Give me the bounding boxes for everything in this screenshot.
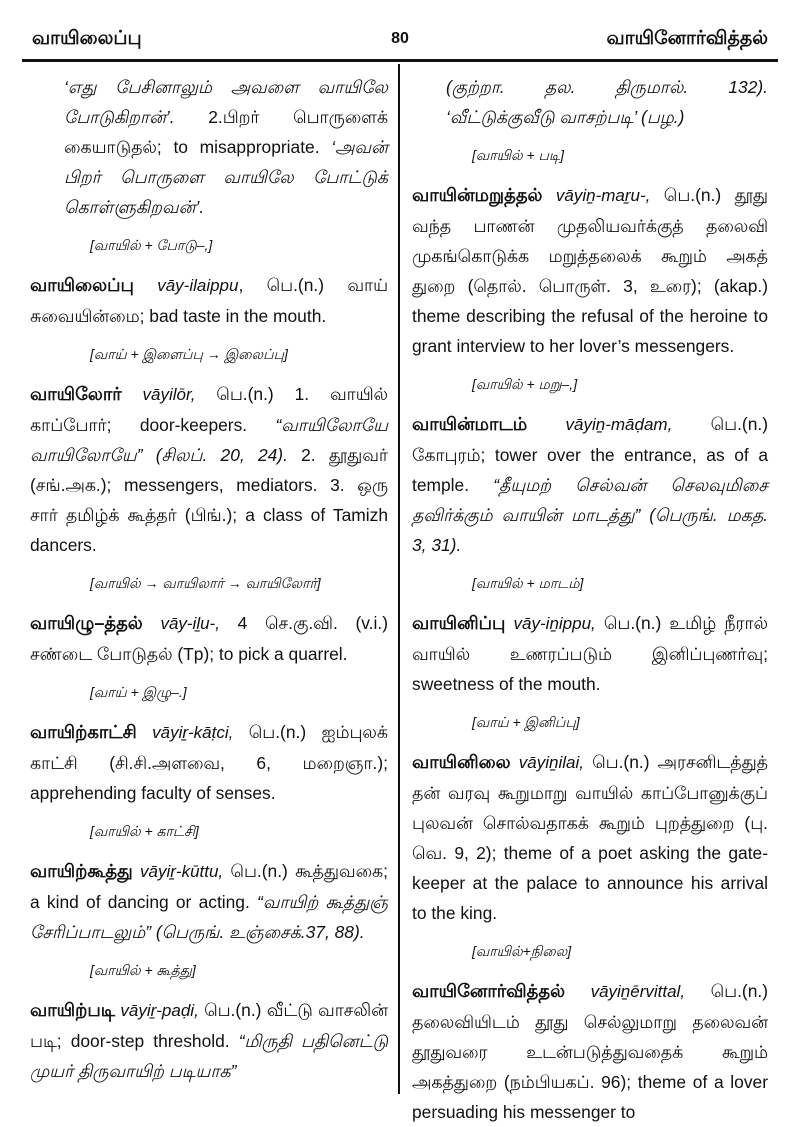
dictionary-entry xyxy=(412,409,768,560)
left-column xyxy=(30,72,388,1086)
etymology: [வாய் + இனிப்பு] xyxy=(472,714,580,730)
header-rule xyxy=(22,59,778,62)
column-divider xyxy=(398,64,400,1094)
transliteration: vāy-iḻu-, xyxy=(160,614,220,633)
headword: வாயிழு–த்தல் xyxy=(30,613,143,633)
headword: வாயிலோர் xyxy=(30,384,122,404)
reference: (குற்றா. தல. திருமால். 132). xyxy=(446,77,768,97)
etymology: [வாயில் → வாயிலார் → வாயிலோர்] xyxy=(90,575,321,591)
example-quote: “மிருதி பதினெட்டு முயர் திருவாயிற் படியாக” xyxy=(30,1031,389,1081)
definition: பெ.(n.) ஐம்புலக் காட்சி (சி.சி.அளவை, 6, மறைஞா.); apprehending faculty of senses. xyxy=(30,722,388,803)
dictionary-entry xyxy=(30,379,388,560)
transliteration: vāyiṉilai, xyxy=(518,753,584,772)
headword: வாயிலைப்பு xyxy=(30,275,134,295)
headword: வாயின்மறுத்தல் xyxy=(412,185,543,205)
headword: வாயிற்காட்சி xyxy=(30,722,137,742)
example-quote: “வாயிற் கூத்துஞ் சேரிப்பாடலும்” (பெருங். உஞ்சைக்.37, 88). xyxy=(30,892,388,942)
definition: பெ.(n.) தலைவியிடம் தூது செல்லுமாறு தலைவன் தூதுவரை உடன்படுத்துவதைக் கூறும் அகத்துறை (நம்பியகப். 96); theme of a lover persuading his messenger to xyxy=(412,981,768,1122)
transliteration: vāy-ilaippu xyxy=(157,276,239,295)
example-quote: ‘வீட்டுக்குவீடு வாசற்படி’ (பழ.) xyxy=(446,107,685,127)
headword: வாயினிப்பு xyxy=(412,613,506,633)
dictionary-entry xyxy=(30,270,388,331)
transliteration: vāyiṟ-kūttu, xyxy=(140,862,224,881)
transliteration: vāyiṉ-maṟu-, xyxy=(555,186,651,205)
etymology: [வாயில் + மாடம்] xyxy=(472,575,584,591)
definition: , பெ.(n.) வாய் சுவையின்மை; bad taste in the mouth. xyxy=(30,275,388,326)
header-right-guide-word: வாயினோர்வித்தல் xyxy=(606,28,768,49)
definition: பெ.(n.) 1. வாயில் காப்போர்; door-keepers. xyxy=(30,384,388,435)
dictionary-entry xyxy=(30,717,388,808)
definition: 4 செ.கு.வி. (v.i.) சண்டை போடுதல் (Tp); to pick a quarrel. xyxy=(30,613,388,664)
etymology: [வாயில்+நிலை] xyxy=(472,943,572,959)
etymology: [வாயில் + போடு–,] xyxy=(90,237,213,253)
right-column xyxy=(412,72,768,1127)
example-quote: ‘எது பேசினாலும் அவளை வாயிலே போடுகிறான்’. xyxy=(64,77,388,127)
example-quote: “தீயுமற் செல்வன் செலவுமிசை தவிர்க்கும் வாயின் மாடத்து” (பெருங். மகத. 3, 31). xyxy=(412,475,768,555)
dictionary-entry xyxy=(412,747,768,928)
definition: பெ.(n.) அரசனிடத்துத் தன் வரவு கூறுமாறு வாயில் காப்போனுக்குப் புலவன் சொல்வதாகக் கூறும் புறத்துறை (பு. வெ. 9, 2); theme of a poet asking the gate-keeper at the palace to announce his arrival to the king. xyxy=(412,752,768,923)
dictionary-entry xyxy=(30,995,388,1086)
definition: 2. தூதுவர் (சங்.அக.); messengers, mediators. 3. ஒரு சார் தமிழ்க் கூத்தர் (பிங்.); a class of Tamizh dancers. xyxy=(30,445,388,555)
definition: பெ.(n.) கூத்துவகை; a kind of dancing or acting. xyxy=(30,861,388,912)
definition: பெ.(n.) வீட்டு வாசலின் படி; door-step threshold. xyxy=(30,1000,388,1051)
page-header xyxy=(22,28,778,54)
definition: பெ.(n.) தூது வந்த பாணன் முதலியவர்க்குத் தலைவி முகங்கொடுக்க மறுத்தலைக் கூறும் அகத் துறை (தொல். பொருள். 3, உரை); (akap.) theme describing the refusal of the heroine to grant interview to her lover’s messengers. xyxy=(412,185,768,356)
headword: வாயிற்கூத்து xyxy=(30,861,133,881)
transliteration: vāyiṟ-paḍi, xyxy=(120,1001,199,1020)
transliteration: vāyiṟ-kāṭci, xyxy=(152,723,234,742)
etymology: [வாய் + இளைப்பு → இலைப்பு] xyxy=(90,346,288,362)
dictionary-entry xyxy=(30,608,388,669)
headword: வாயினிலை xyxy=(412,752,511,772)
continuation-text xyxy=(446,72,768,132)
dictionary-entry xyxy=(412,180,768,361)
sense-text: 2.பிறர் பொருளைக் கையாடுதல்; to misappropriate. xyxy=(64,107,388,157)
transliteration: vāyiṉērvittal, xyxy=(590,982,686,1001)
dictionary-entry xyxy=(30,856,388,947)
headword: வாயினோர்வித்தல் xyxy=(412,981,566,1001)
page-number: 80 xyxy=(391,30,409,47)
etymology: [வாயில் + கூத்து] xyxy=(90,962,196,978)
dictionary-entry xyxy=(412,608,768,699)
continuation-text xyxy=(64,72,388,222)
header-left-guide-word: வாயிலைப்பு xyxy=(32,28,142,49)
example-quote: “வாயிலோயே வாயிலோயே” (சிலப். 20, 24). xyxy=(30,415,388,465)
transliteration: vāy-iṉippu, xyxy=(513,614,596,633)
etymology: [வாயில் + மறு–,] xyxy=(472,376,578,392)
example-quote: ‘அவன் பிறர் பொருளை வாயிலே போட்டுக் கொள்ளுகிறவன்’. xyxy=(64,137,388,217)
dictionary-entry xyxy=(412,976,768,1127)
headword: வாயின்மாடம் xyxy=(412,414,528,434)
transliteration: vāyilōr, xyxy=(142,385,196,404)
definition: பெ.(n.) உமிழ் நீரால் வாயில் உணரப்படும் இனிப்புணர்வு; sweetness of the mouth. xyxy=(412,613,768,694)
etymology: [வாய் + இழு–.] xyxy=(90,684,187,700)
transliteration: vāyiṉ-māḍam, xyxy=(565,415,673,434)
etymology: [வாயில் + காட்சி] xyxy=(90,823,199,839)
etymology: [வாயில் + படி] xyxy=(472,147,564,163)
definition: பெ.(n.) கோபுரம்; tower over the entrance, as of a temple. xyxy=(412,414,768,495)
headword: வாயிற்படி xyxy=(30,1000,116,1020)
